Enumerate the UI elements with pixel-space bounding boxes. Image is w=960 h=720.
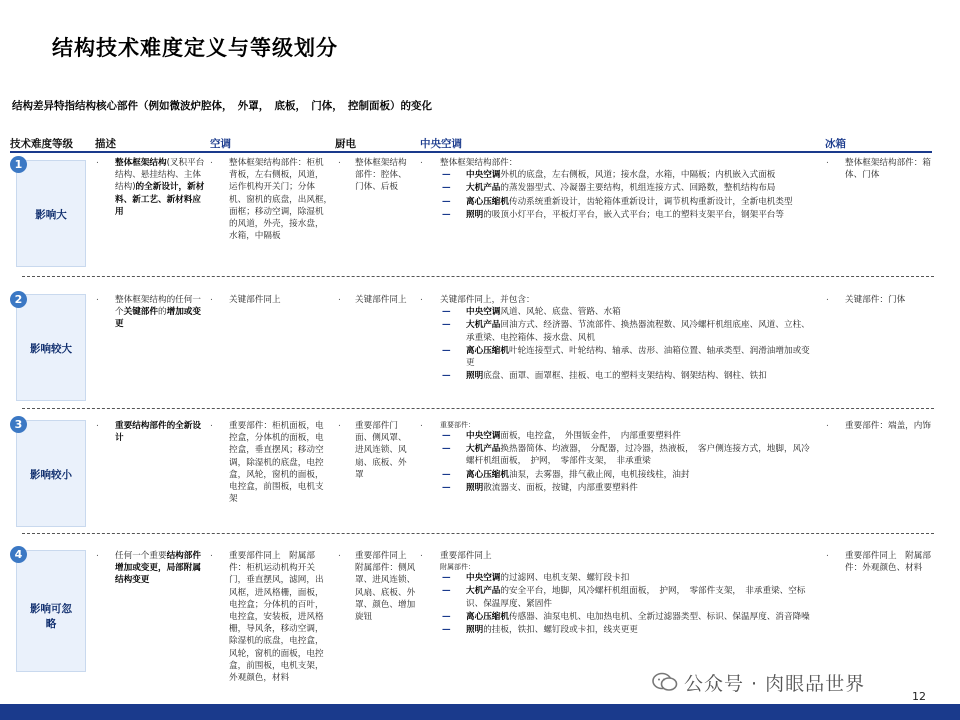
central-cell-3: [440, 420, 810, 495]
bullet-dot: .: [96, 549, 99, 559]
level-box-3: [16, 420, 86, 527]
central-item: — 离心压缩机叶轮连接型式、叶轮结构、轴承、齿形、油箱位置、轴承类型、润滑油增加或变更: [442, 345, 810, 369]
header-ac: 空调: [210, 138, 231, 150]
level-box-4: [16, 550, 86, 672]
desc-bold-2: 增加或变更: [115, 307, 201, 330]
header-central: 中央空调: [420, 138, 462, 150]
bullet-dot: .: [826, 293, 829, 303]
bullet-dot: .: [210, 549, 213, 559]
central-item: — 照明散流器支、面板，按键，内部重要塑料件: [442, 482, 638, 493]
central-item: — 大机产品换热器简体、均液器， 分配器，过冷器，热液板， 客户侧连接方式，地脚，风冷螺杆机组面板， 护网， 零部件支架， 非承重梁: [442, 444, 810, 467]
fridge-cell-3: 重要部件：端盖，内饰: [845, 421, 931, 431]
bullet-dot: .: [96, 156, 99, 166]
central-intro: 关键部件同上，并包含：: [440, 295, 535, 305]
desc-text: 整体框架结构的任何一个: [115, 295, 201, 318]
level-box-1: [16, 160, 86, 267]
bullet-dot: .: [826, 549, 829, 559]
desc-text-2: 的: [158, 307, 167, 318]
central-item: — 大机产品回油方式、经济器、节流部件、换热器流程数、风冷螺杆机组底座、风道、立柱、承重梁、电控箱体、接水盘、风机: [442, 320, 810, 343]
desc-bold-2: 的全新设计，新材料、新工艺、新材料应用: [115, 182, 205, 217]
central-item: — 照明的吸顶小灯平台，平板灯平台，嵌入式平台；电工的塑料支架平台，钢架平台等: [442, 209, 784, 220]
bullet-dot: .: [338, 293, 341, 303]
central-item: — 照明底盘、面罩、面罩框、挂板、电工的塑料支架结构、钢架结构、钢柱、铁扣: [442, 371, 767, 382]
level-badge-2: 2: [10, 291, 27, 308]
desc-bold: 重要结构部件的全新设计: [115, 421, 201, 444]
bullet-dot: .: [96, 419, 99, 429]
bullet-dot: .: [210, 293, 213, 303]
level-label: 影响较大: [30, 343, 72, 355]
central-item: — 大机产品的安全平台，地脚，风冷螺杆机组面板， 护网， 零部件支架， 非承重梁、空标识、保温厚度、紧固件: [442, 586, 806, 609]
level-badge-4: 4: [10, 546, 27, 563]
header-underline: [10, 151, 932, 153]
kitchen-cell-1: 整体框架结构部件：腔体、门体、后板: [355, 158, 407, 193]
desc-cell-3: [115, 420, 207, 444]
central-item: — 离心压缩机传动系统重新设计，齿轮箱体重新设计，调节机构重新设计，全新电机类型: [442, 196, 793, 207]
table-header: [0, 136, 960, 150]
level-label: 影响较小: [30, 469, 72, 481]
bullet-dot: .: [338, 419, 341, 429]
kitchen-cell-3: 重要部件门面、侧风罩、进风连锁、风扇、底板、外罩: [355, 421, 407, 480]
central-item: — 中央空调外机的底盘，左右侧板，风道；接水盘，水箱，中隔板；内机嵌入式面板: [442, 170, 776, 181]
desc-cell-1: [115, 157, 207, 218]
bullet-dot: .: [338, 549, 341, 559]
central-item: — 离心压缩机油泵，去雾器，排气截止阀，电机接线柱，油封: [442, 469, 690, 480]
level-box-2: [16, 294, 86, 401]
bullet-dot: .: [826, 419, 829, 429]
ac-cell-3: 重要部件：柜机面板，电控盒，分体机的面板，电控盒，垂直摆风；移动空调，除湿机的底盘，电控盒，风轮，窗机的面板，电控盒，前围板，电机支架: [229, 421, 324, 505]
header-fridge: 冰箱: [825, 138, 846, 150]
central-item: — 中央空调的过滤网、电机支架、螺钉段卡扣: [442, 573, 630, 584]
header-level: 技术难度等级: [10, 138, 73, 150]
footer-bar: [0, 704, 960, 720]
central-intro: 重要部件：: [440, 421, 475, 429]
header-desc: 描述: [95, 138, 116, 150]
bullet-dot: .: [420, 419, 423, 429]
desc-bold: 整体框架结构: [115, 158, 167, 168]
central-intro-2: 附属部件：: [440, 563, 475, 572]
fridge-cell-2: 关键部件：门体: [845, 295, 906, 305]
bullet-dot: .: [826, 156, 829, 166]
watermark: 公众号 · 肉眼品世界: [684, 673, 866, 695]
central-cell-2: [440, 294, 810, 383]
level-label: 影响可忽略: [30, 603, 72, 630]
ac-cell-4: 重要部件同上 附属部件：柜机运动机构开关门，垂直摆风，滤网，出风框，进风格栅，面板，电控盒；分体机的百叶，电控盒，安装板，进风格栅，导风条，移动空调，除湿机的底盘，电控盒，风轮，窗机的面板，电控盒，前围板，电机支架，外观颜色，材料: [229, 551, 324, 684]
central-item: — 离心压缩机传感器、油泵电机、电加热电机、全新过滤器类型、标识、保温厚度、消音降噪: [442, 611, 810, 622]
level-badge-1: 1: [10, 156, 27, 173]
level-badge-3: 3: [10, 416, 27, 433]
bullet-dot: .: [420, 549, 423, 559]
row-separator: [22, 533, 934, 534]
level-label: 影响大: [35, 209, 67, 221]
central-item: — 中央空调风道、风轮、底盘、管路、水箱: [442, 307, 621, 318]
wechat-icon: [652, 672, 678, 692]
bullet-dot: .: [420, 156, 423, 166]
ac-cell-2: 关键部件同上: [229, 295, 281, 305]
central-intro: 重要部件同上: [440, 551, 492, 561]
fridge-cell-1: 整体框架结构部件：箱体、门体: [845, 158, 931, 181]
kitchen-cell-4: 重要部件同上 附属部件：侧风罩、进风连锁、风扇、底板、外罩、颜色、增加旋钮: [355, 551, 416, 623]
central-cell-4: [440, 550, 810, 637]
desc-cell-2: [115, 294, 207, 331]
desc-bold: 关键部件: [123, 307, 158, 318]
page-subtitle: 结构差异特指结构核心部件（例如微波炉腔体， 外罩， 底板， 门体， 控制面板）的变化: [12, 100, 432, 112]
central-cell-1: [440, 157, 810, 222]
desc-bold: 结构部件增加或变更，局部附属结构变更: [115, 551, 201, 586]
row-separator: [22, 408, 934, 409]
fridge-cell-4: 重要部件同上 附属部件：外观颜色、材料: [845, 551, 931, 574]
bullet-dot: .: [420, 293, 423, 303]
bullet-dot: .: [96, 293, 99, 303]
bullet-dot: .: [210, 419, 213, 429]
desc-text: 任何一个重要: [115, 551, 167, 561]
central-item: — 照明的挂板，铁扣、螺钉段或卡扣，线夹更更: [442, 625, 638, 636]
desc-cell-4: [115, 550, 207, 587]
page-number: 12: [912, 690, 926, 703]
central-item: — 中央空调面板，电控盒， 外围钣金件， 内部重要塑料件: [442, 431, 681, 441]
central-item: — 大机产品的蒸发器型式、冷凝器主要结构，机组连接方式、回路数，整机结构布局: [442, 183, 776, 194]
desc-text: (叉积平台结构、悬挂结构、主体结构): [115, 158, 205, 193]
page-title: 结构技术难度定义与等级划分: [52, 36, 338, 60]
bullet-dot: .: [210, 156, 213, 166]
header-kitchen: 厨电: [335, 138, 356, 150]
kitchen-cell-2: 关键部件同上: [355, 295, 407, 305]
row-separator: [22, 276, 934, 277]
central-intro: 整体框架结构部件：: [440, 158, 518, 168]
ac-cell-1: 整体框架结构部件：柜机背板，左右侧板，风道，运作机构开关门；分体机、窗机的底盘，出风框， 面框；移动空调，除湿机的风道，外壳，接水盘，水箱，中隔板: [229, 158, 337, 242]
bullet-dot: .: [338, 156, 341, 166]
